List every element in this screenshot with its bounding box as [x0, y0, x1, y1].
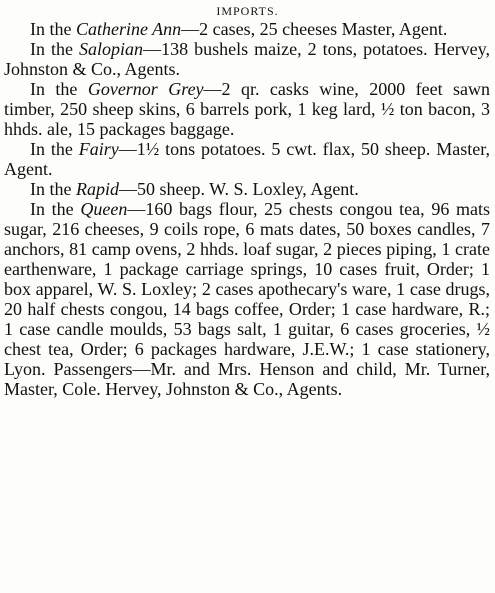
cargo-text: —138 bushels maize, 2 tons, potatoes. Hervey, Johnston & Co., Agents. [4, 39, 491, 79]
import-entry [4, 199, 490, 399]
ship-name: Queen [80, 199, 128, 219]
imports-column [4, 19, 490, 399]
import-entry [4, 139, 490, 179]
cargo-text: —50 sheep. W. S. Loxley, Agent. [118, 179, 359, 199]
entry-prefix: In the [30, 139, 79, 159]
entry-prefix: In the [30, 199, 81, 219]
entry-prefix: In the [30, 179, 76, 199]
ship-name: Governor Grey [87, 79, 204, 99]
ship-name: Catherine Ann [75, 19, 182, 39]
ship-name: Rapid [75, 179, 119, 199]
cargo-text: —2 cases, 25 cheeses Master, Agent. [181, 19, 448, 39]
entry-prefix: In the [30, 39, 80, 59]
entry-prefix: In the [30, 79, 88, 99]
section-heading: IMPORTS. [216, 4, 279, 18]
cargo-text: —1½ tons potatoes. 5 cwt. flax, 50 sheep. Master, Agent. [4, 139, 490, 179]
import-entry [4, 19, 490, 39]
ship-name: Salopian [79, 39, 144, 59]
import-entry [4, 39, 490, 79]
cargo-text: —2 qr. casks wine, 2000 feet sawn timber, 250 sheep skins, 6 barrels pork, 1 keg lard, ½ ton bacon, 3 hhds. ale, 15 packages baggage. [4, 79, 490, 139]
entry-prefix: In the [30, 19, 76, 39]
import-entry [4, 179, 490, 199]
ship-name: Fairy [78, 139, 119, 159]
cargo-text: —160 bags flour, 25 chests congou tea, 96 mats sugar, 216 cheeses, 9 coils rope, 6 mats dates, 50 boxes candles, 7 anchors, 81 camp ovens, 2 hhds. loaf sugar, 2 pieces piping, 1 crate earthenware, 1 package carriage springs, 10 cases fruit, Order; 1 box apparel, W. S. Loxley; 2 cases apothecary's ware, 1 case drugs, 20 half chests congou, 14 bags coffee, Order; 1 case hardware, R.; 1 case candle moulds, 53 bags salt, 1 guitar, 6 cases groceries, ½ chest tea, Order; 6 packages hardware, J.E.W.; 1 case stationery, Lyon. Passengers—Mr. and Mrs. Henson and child, Mr. Turner, Master, Cole. Hervey, Johnston & Co., Agents. [4, 199, 491, 399]
import-entry [4, 79, 490, 139]
